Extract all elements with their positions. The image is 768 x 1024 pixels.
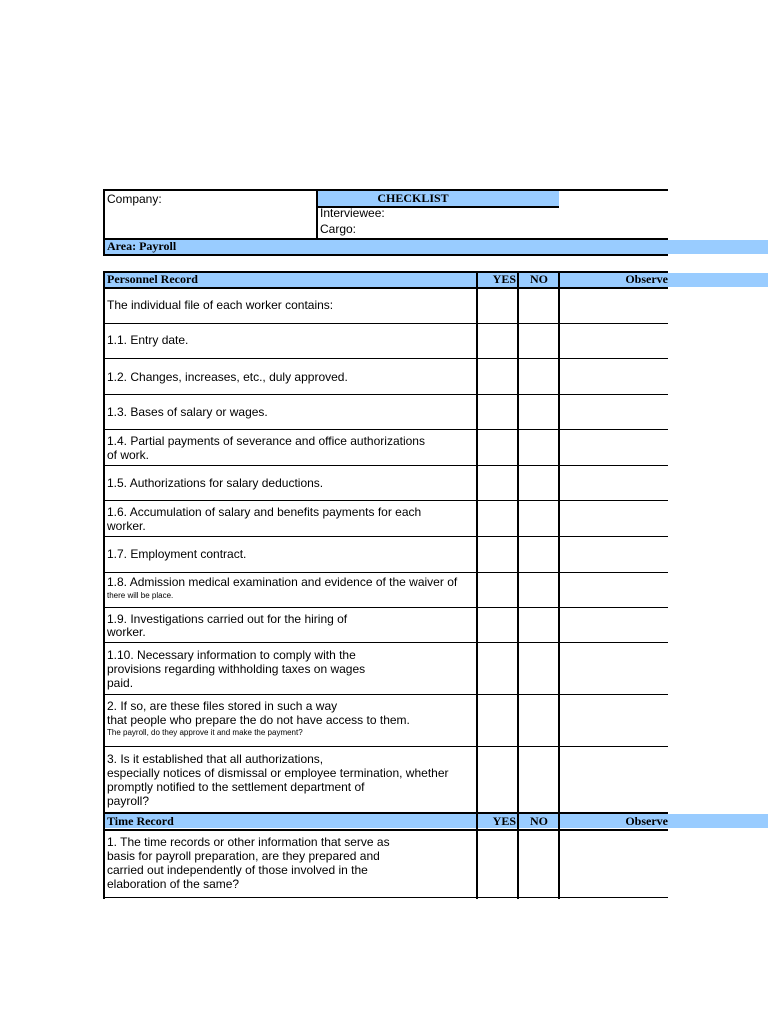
checklist-item: The individual file of each worker contains:: [107, 298, 334, 312]
checklist-item: 1.2. Changes, increases, etc., duly approved.: [107, 370, 348, 384]
divider: [103, 812, 105, 899]
checklist-item: promptly notified to the settlement department of: [107, 780, 365, 794]
row-divider: [105, 465, 668, 466]
checklist-item: worker.: [107, 519, 146, 533]
checklist-item: 1.10. Necessary information to comply with the: [107, 648, 356, 662]
divider: [558, 271, 560, 814]
row-divider: [105, 746, 668, 747]
row-divider: [105, 536, 668, 537]
row-divider: [105, 642, 668, 643]
checklist-item: 1.5. Authorizations for salary deductions.: [107, 476, 324, 490]
divider: [517, 812, 519, 899]
yes-column-header: YES: [492, 814, 516, 828]
row-divider: [105, 323, 668, 324]
divider: [103, 829, 668, 831]
no-column-header: NO: [530, 814, 548, 828]
checklist-item-note: there will be place.: [107, 591, 174, 600]
yes-column-header: YES: [492, 272, 516, 286]
checklist-item: payroll?: [107, 794, 150, 808]
divider: [517, 271, 519, 814]
interviewee-label: Interviewee:: [320, 206, 385, 220]
checklist-item: provisions regarding withholding taxes on wages: [107, 662, 366, 676]
checklist-item: 1.8. Admission medical examination and evidence of the waiver of: [107, 575, 458, 589]
divider: [476, 812, 478, 899]
divider: [103, 271, 105, 814]
cargo-label: Cargo:: [320, 222, 357, 236]
row-divider: [105, 429, 668, 430]
checklist-title: CHECKLIST: [377, 191, 449, 205]
checklist-item: 1.3. Bases of salary or wages.: [107, 405, 268, 419]
checklist-item: 1.9. Investigations carried out for the hiring of: [107, 612, 348, 626]
checklist-item: basis for payroll preparation, are they prepared and: [107, 849, 380, 863]
row-divider: [105, 394, 668, 395]
checklist-item: 1.1. Entry date.: [107, 333, 189, 347]
observe-column-header: Observe: [625, 272, 668, 286]
area-bar: [105, 240, 768, 254]
checklist-item: worker.: [107, 625, 146, 639]
row-divider: [105, 500, 668, 501]
checklist-item: especially notices of dismissal or employee termination, whether: [107, 766, 449, 780]
checklist-item: that people who prepare the do not have access to them.: [107, 713, 410, 727]
checklist-item: of work.: [107, 448, 150, 462]
section-title: Personnel Record: [107, 272, 198, 286]
checklist-item: paid.: [107, 676, 134, 690]
checklist-item: 1. The time records or other information that serve as: [107, 835, 390, 849]
divider: [103, 254, 668, 256]
checklist-item: 1.6. Accumulation of salary and benefits payments for each: [107, 505, 422, 519]
checklist-item: carried out independently of those involved in the: [107, 863, 368, 877]
section-header-bar: [105, 814, 768, 828]
checklist-item: 2. If so, are these files stored in such a way: [107, 699, 338, 713]
area-label: Area: Payroll: [107, 239, 177, 253]
section-header-bar: [105, 273, 768, 287]
divider: [103, 287, 668, 289]
row-divider: [105, 358, 668, 359]
section-title: Time Record: [107, 814, 174, 828]
no-column-header: NO: [530, 272, 548, 286]
checklist-item: 3. Is it established that all authorizations,: [107, 752, 324, 766]
company-label: Company:: [107, 192, 162, 206]
row-divider: [105, 607, 668, 608]
checklist-item: 1.4. Partial payments of severance and office authorizations: [107, 434, 425, 448]
divider: [476, 271, 478, 814]
checklist-item: elaboration of the same?: [107, 877, 240, 891]
row-divider: [105, 897, 668, 898]
row-divider: [105, 694, 668, 695]
divider: [558, 812, 560, 899]
row-divider: [105, 572, 668, 573]
checklist-item: 1.7. Employment contract.: [107, 547, 247, 561]
observe-column-header: Observe: [625, 814, 668, 828]
checklist-item-note: The payroll, do they approve it and make the payment?: [107, 728, 303, 737]
